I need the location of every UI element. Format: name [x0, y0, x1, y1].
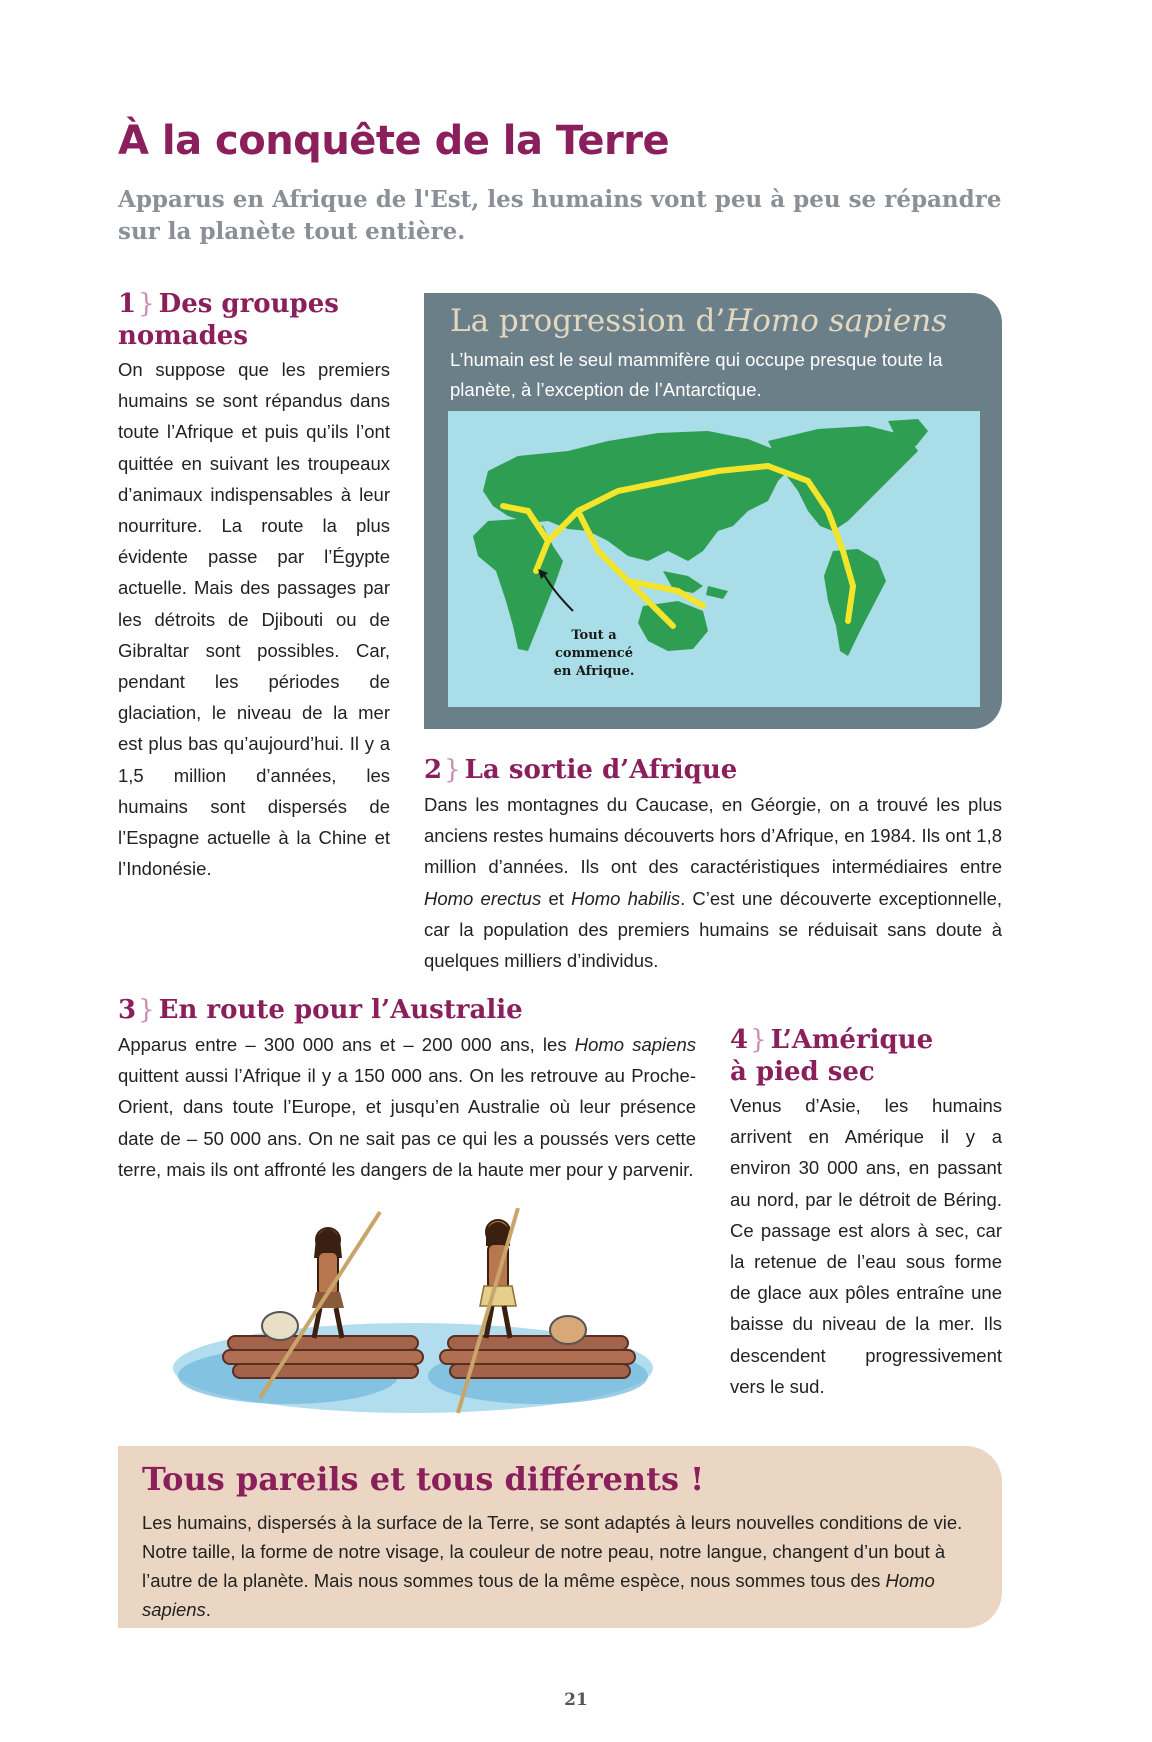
- section4-title-line2: à pied sec: [730, 1057, 875, 1087]
- map-subtitle: L’humain est le seul mammifère qui occupe presque toute la planète, à l’exception de l’Antarctique.: [450, 349, 943, 400]
- map-title-species: Homo sapiens: [725, 303, 948, 339]
- map-panel: [424, 293, 1002, 729]
- world-map-drawing: [448, 411, 980, 707]
- section1-title-line2: nomades: [118, 321, 248, 351]
- sack-right: [550, 1316, 586, 1344]
- section3-number: 3: [118, 995, 137, 1025]
- south-america-landmass: [824, 549, 886, 656]
- info-box: [118, 1446, 1002, 1628]
- section3-heading: 3} En route pour l’Australie: [118, 995, 523, 1025]
- southeast-asia-islands: [663, 571, 728, 599]
- world-map: [448, 411, 980, 707]
- continents: [473, 419, 928, 656]
- sack-left: [262, 1312, 298, 1340]
- section2-heading: 2} La sortie d’Afrique: [424, 755, 738, 785]
- page-subtitle: Apparus en Afrique de l'Est, les humains vont peu à peu se répandre sur la planète tout entière.: [118, 186, 1002, 245]
- section4-text: Venus d’Asie, les humains arrivent en Amérique il y a environ 30 000 ans, en passant au nord, par le détroit de Béring. Ce passage est alors à sec, car la retenue de l’eau sous forme de glace aux pôles entraîne une baisse du niveau de la mer. Ils descendent progressivement vers le sud.: [730, 1095, 1002, 1397]
- section1-text: On suppose que les premiers humains se sont répandus dans toute l’Afrique et puis qu’ils l’ont quittée en suivant les troupeaux d’animaux indispensables à leur nourriture. La route la plus évidente passe par l’Égypte actuelle. Mais des passages par les détroits de Djibouti ou de Gibraltar sont possibles. Car, pendant les périodes de glaciation, le niveau de la mer est plus bas qu’aujourd’hui. Il y a 1,5 million d’années, les humains sont dispersés de l’Espagne actuelle à la Chine et l’Indonésie.: [118, 359, 390, 880]
- section1-number: 1: [118, 289, 137, 319]
- figure-left: [312, 1228, 344, 1338]
- section1-heading: 1} Des groupes nomades: [118, 289, 339, 351]
- raft-left: [223, 1336, 423, 1378]
- section2-text: Dans les montagnes du Caucase, en Géorgie, on a trouvé les plus anciens restes humains découverts hors d’Afrique, en 1984. Ils ont 1,8 million d’années. Ils ont des caractéristiques intermédiaires entre Homo erectus et Homo habilis. C’est une découverte exceptionnelle, car la population des premiers humains se réduisait sans doute à quelques milliers d’individus.: [424, 794, 1003, 972]
- section3-title: En route pour l’Australie: [158, 995, 523, 1025]
- section2-number: 2: [424, 755, 443, 785]
- section3-text: Apparus entre – 300 000 ans et – 200 000 ans, les Homo sapiens quittent aussi l’Afrique il y a 150 000 ans. On les retrouve au Proche-Orient, dans toute l’Europe, et jusqu’en Australie où leur présence date de – 50 000 ans. On ne sait pas ce qui les a poussés vers cette terre, mais ils ont affronté les dangers de la haute mer pour y parvenir.: [118, 1034, 696, 1180]
- north-america-landmass: [768, 426, 918, 531]
- section4-heading: 4} L’Amérique à pied sec: [730, 1025, 934, 1087]
- map-title: La progression d’Homo sapiens: [450, 303, 948, 339]
- section4-title-line1: L’Amérique: [770, 1025, 934, 1055]
- raft-illustration: [168, 1208, 658, 1418]
- section2-title: La sortie d’Afrique: [464, 755, 738, 785]
- section1-title-line1: Des groupes: [158, 289, 339, 319]
- info-box-title: Tous pareils et tous différents !: [142, 1460, 705, 1498]
- page-number: 21: [564, 1690, 588, 1710]
- info-box-text: Les humains, dispersés à la surface de la Terre, se sont adaptés à leurs nouvelles conditions de vie. Notre taille, la forme de notre visage, la couleur de notre peau, notre langue, changent d’un bout à l’autre de la planète. Mais nous sommes tous de la même espèce, nous sommes tous des Homo sapiens.: [142, 1512, 963, 1620]
- page-title: À la conquête de la Terre: [118, 118, 670, 164]
- map-caption: Tout a commencé en Afrique.: [553, 628, 635, 679]
- section4-number: 4: [730, 1025, 749, 1055]
